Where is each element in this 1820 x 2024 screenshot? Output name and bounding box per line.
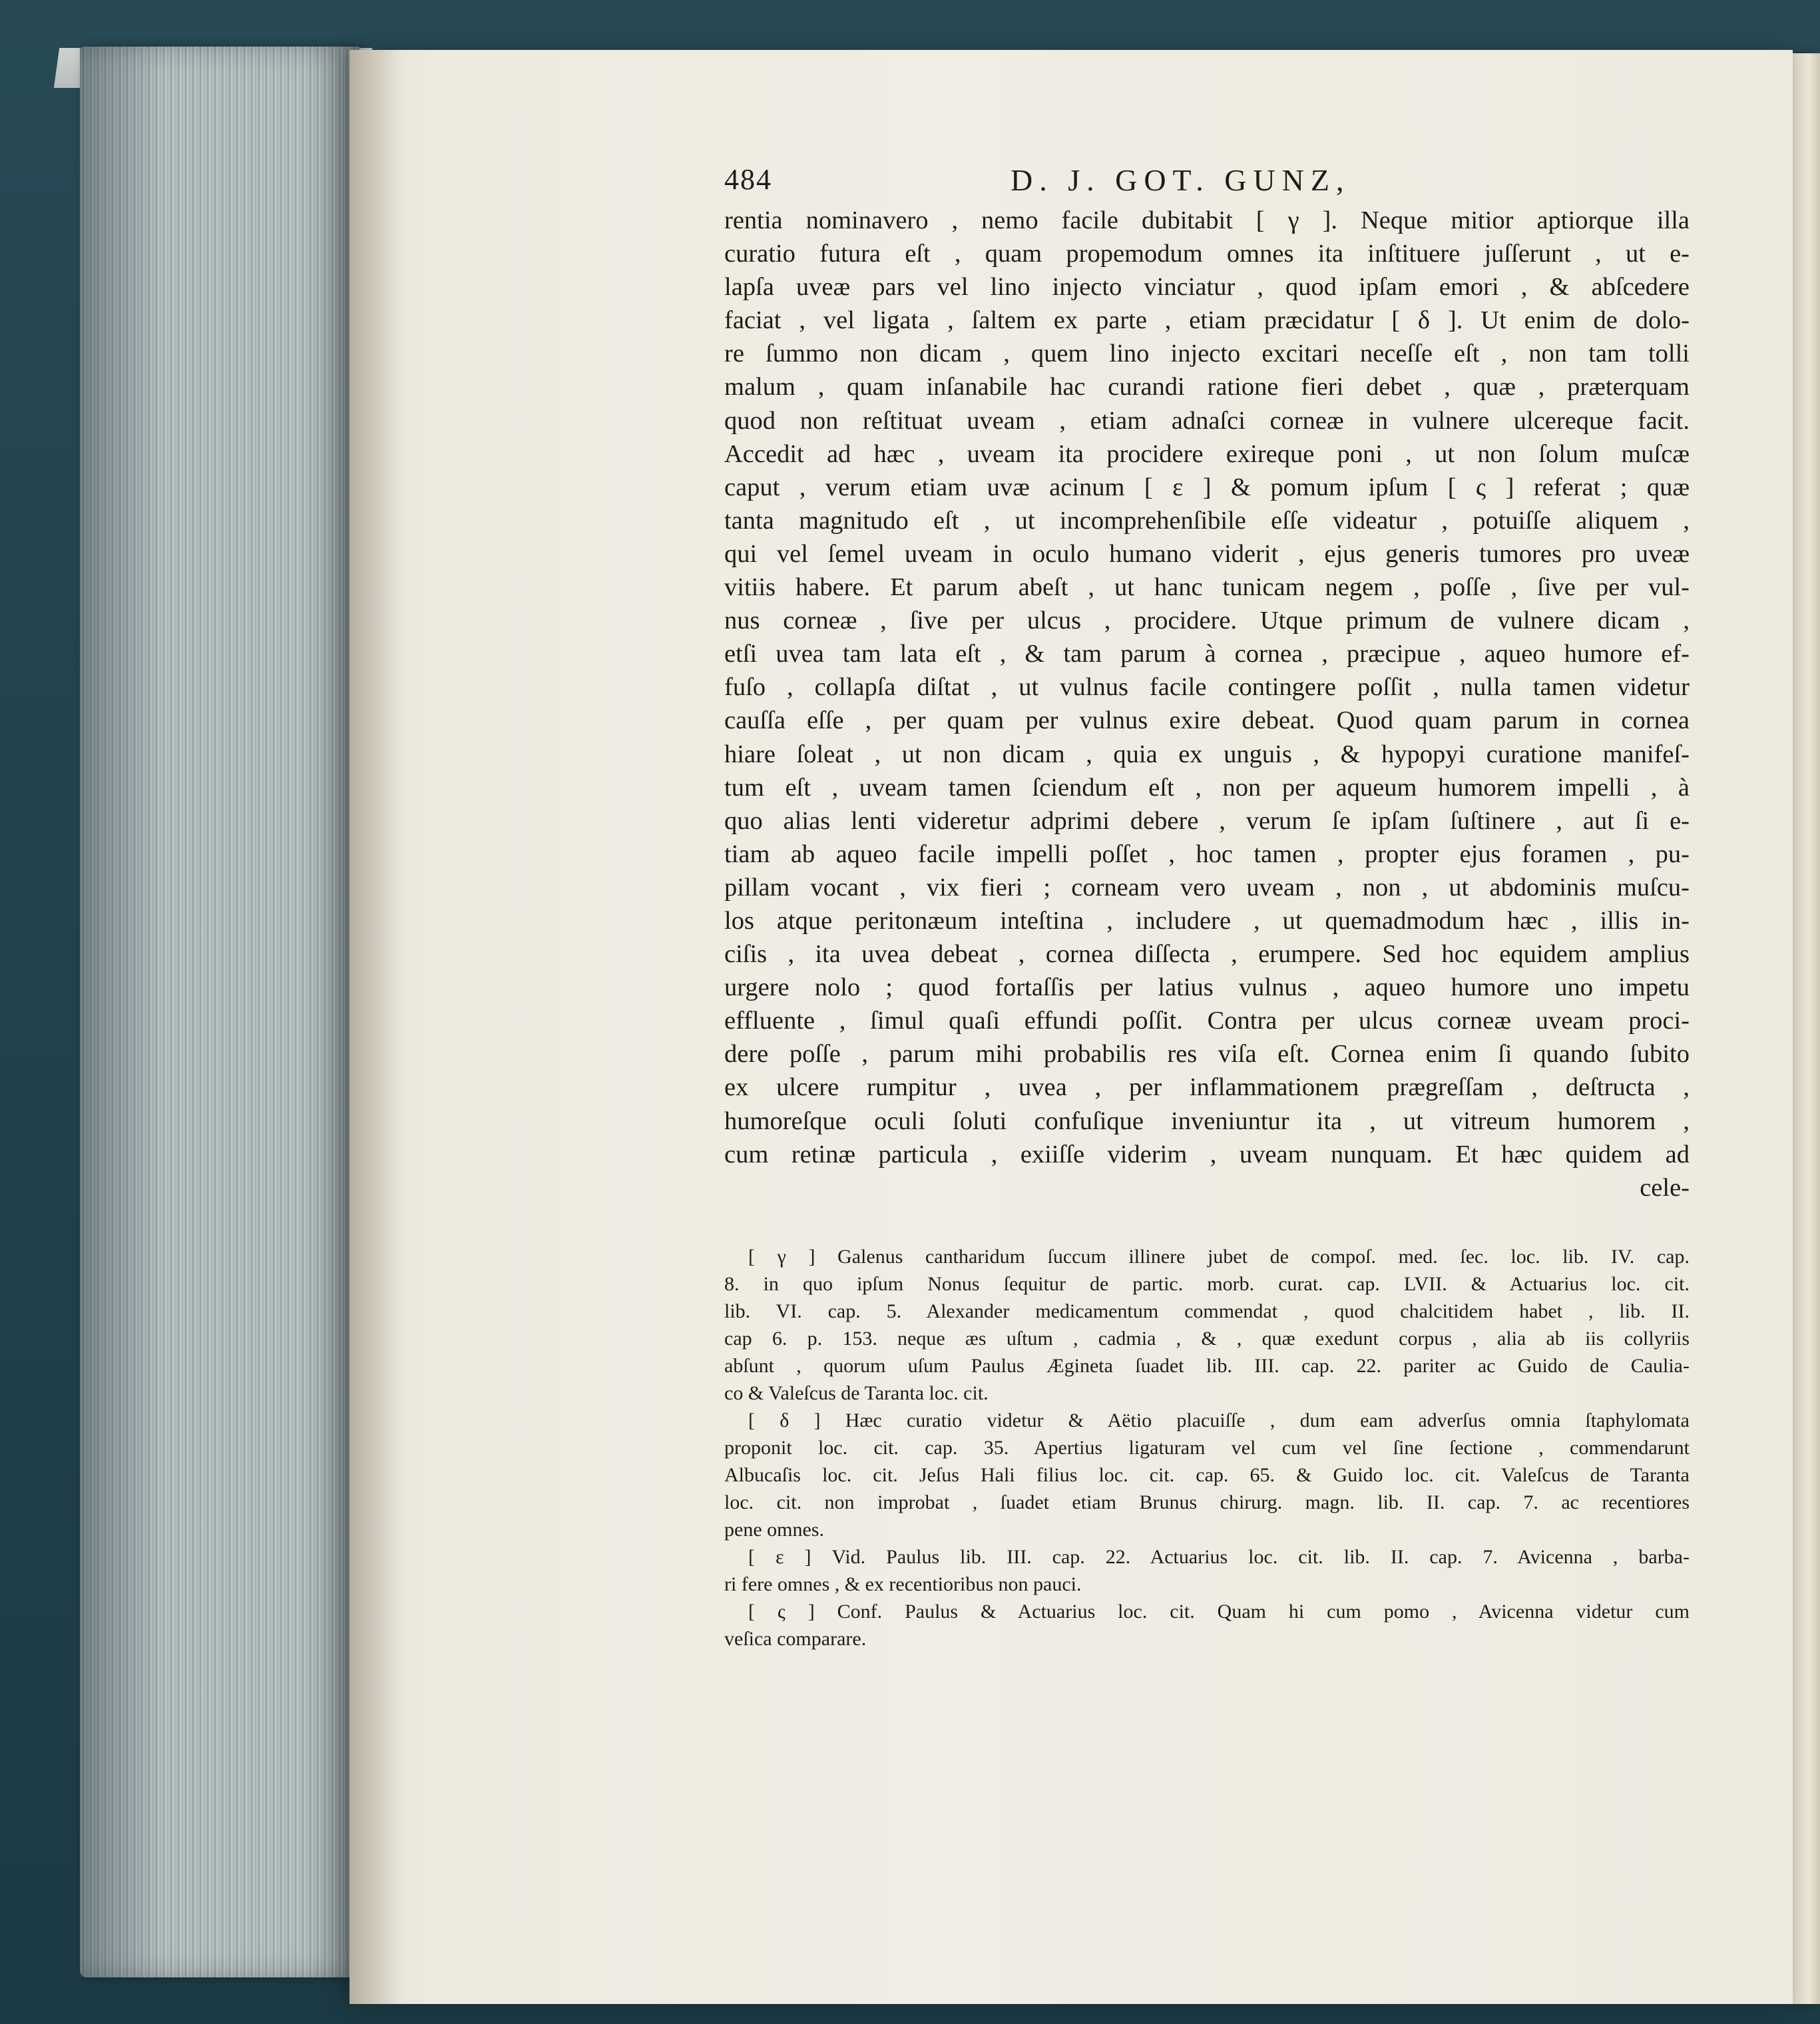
text-block (724, 157, 1690, 1652)
footnote-line: abſunt , quorum uſum Paulus Ægineta ſuadet lib. III. cap. 22. pariter ac Guido de Caulia- (724, 1354, 1690, 1377)
footnotes (724, 1243, 1690, 1652)
body-line: qui vel ſemel uveam in oculo humano viderit , ejus generis tumores pro uveæ (724, 539, 1690, 568)
body-line: caput , verum etiam uvæ acinum [ ε ] & pomum ipſum [ ς ] referat ; quæ (724, 473, 1690, 501)
body-line: los atque peritonæum inteſtina , includere , ut quemadmodum hæc , illis in- (724, 906, 1690, 935)
body-line: pillam vocant , vix fieri ; corneam vero uveam , non , ut abdominis muſcu- (724, 873, 1690, 901)
footnote-line: [ ε ] Vid. Paulus lib. III. cap. 22. Actuarius loc. cit. lib. II. cap. 7. Avicenna , barba- (748, 1545, 1690, 1568)
body-line: etſi uvea tam lata eſt , & tam parum à cornea , præcipue , aqueo humore ef- (724, 640, 1690, 668)
page-stack-edge (80, 47, 359, 1977)
body-line: lapſa uveæ pars vel lino injecto vinciatur , quod ipſam emori , & abſcedere (724, 273, 1690, 302)
body-line: effluente , ſimul quaſi effundi poſſit. Contra per ulcus corneæ uveam proci- (724, 1007, 1690, 1035)
body-line: hiare ſoleat , ut non dicam , quia ex unguis , & hypopyi curatione manifeſ- (724, 740, 1690, 768)
body-line: rentia nominavero , nemo facile dubitabit [ γ ]. Neque mitior aptiorque illa (724, 206, 1690, 234)
footnote-line: veſica comparare. (724, 1627, 867, 1650)
footnote-line: lib. VI. cap. 5. Alexander medicamentum commendat , quod chalcitidem habet , lib. II. (724, 1300, 1690, 1322)
body-line: tanta magnitudo eſt , ut incomprehenſibile eſſe videatur , potuiſſe aliquem , (724, 506, 1690, 535)
body-text (724, 204, 1690, 1204)
body-line: quod non reſtituat uveam , etiam adnaſci corneæ in vulnere ulcereque facit. (724, 406, 1690, 435)
body-line: tum eſt , uveam tamen ſciendum eſt , non per aqueum humorem impelli , à (724, 773, 1690, 802)
body-line: cauſſa eſſe , per quam per vulnus exire debeat. Quod quam parum in cornea (724, 706, 1690, 735)
body-line: vitiis habere. Et parum abeſt , ut hanc tunicam negem , poſſe , ſive per vul- (724, 573, 1690, 602)
footnote-line: proponit loc. cit. cap. 35. Apertius ligaturam vel cum vel ſine ſectione , commendarunt (724, 1436, 1690, 1459)
body-line: fuſo , collapſa diſtat , ut vulnus facile contingere poſſit , nulla tamen videtur (724, 673, 1690, 702)
footnote-line: [ γ ] Galenus cantharidum ſuccum illinere jubet de compoſ. med. ſec. loc. lib. IV. cap. (748, 1245, 1690, 1268)
body-line: ex ulcere rumpitur , uvea , per inflammationem prægreſſam , deſtructa , (724, 1073, 1690, 1102)
body-line: urgere nolo ; quod fortaſſis per latius vulnus , aqueo humore uno impetu (724, 973, 1690, 1002)
body-line: ciſis , ita uvea debeat , cornea diſſecta , erumpere. Sed hoc equidem amplius (724, 940, 1690, 969)
body-line: quo alias lenti videretur adprimi debere , verum ſe ipſam ſuſtinere , aut ſi e- (724, 806, 1690, 835)
facing-page-edge (1792, 53, 1820, 2004)
body-line: re ſummo non dicam , quem lino injecto excitari neceſſe eſt , non tam tolli (724, 340, 1690, 368)
gutter-shadow (349, 50, 403, 2004)
body-line: humoreſque oculi ſoluti confuſique inveniuntur ita , ut vitreum humorem , (724, 1107, 1690, 1135)
body-line: nus corneæ , ſive per ulcus , procidere. Utque primum de vulnere dicam , (724, 607, 1690, 635)
footnote-line: cap 6. p. 153. neque æs uſtum , cadmia , & , quæ exedunt corpus , alia ab iis collyriis (724, 1327, 1690, 1350)
page-number: 484 (724, 163, 772, 196)
footnote-line: 8. in quo ipſum Nonus ſequitur de partic. morb. curat. cap. LVII. & Actuarius loc. cit. (724, 1272, 1690, 1295)
body-line: dere poſſe , parum mihi probabilis res viſa eſt. Cornea enim ſi quando ſubito (724, 1040, 1690, 1069)
footnote-line: loc. cit. non improbat , ſuadet etiam Brunus chirurg. magn. lib. II. cap. 7. ac recentiores (724, 1491, 1690, 1513)
running-title: D. J. GOT. GUNZ, (1011, 163, 1351, 197)
body-line: cum retinæ particula , exiiſſe viderim , uveam nunquam. Et hæc quidem ad (724, 1140, 1690, 1168)
footnote-line: Albucaſis loc. cit. Jeſus Hali filius loc. cit. cap. 65. & Guido loc. cit. Valeſcus de Taranta (724, 1463, 1690, 1486)
body-line: cele- (1640, 1173, 1690, 1202)
body-line: tiam ab aqueo facile impelli poſſet , hoc tamen , propter ejus foramen , pu- (724, 840, 1690, 868)
body-line: malum , quam inſanabile hac curandi ratione fieri debet , quæ , præterquam (724, 373, 1690, 401)
body-line: faciat , vel ligata , ſaltem ex parte , etiam præcidatur [ δ ]. Ut enim de dolo- (724, 306, 1690, 335)
body-line: Accedit ad hæc , uveam ita procidere exireque poni , ut non ſolum muſcæ (724, 439, 1690, 468)
footnote-line: ri fere omnes , & ex recentioribus non pauci. (724, 1573, 1082, 1595)
body-line: curatio futura eſt , quam propemodum omnes ita inſtituere juſſerunt , ut e- (724, 240, 1690, 268)
footnote-line: pene omnes. (724, 1518, 824, 1541)
footnote-line: [ δ ] Hæc curatio videtur & Aëtio placuiſſe , dum eam adverſus omnia ſtaphylomata (748, 1409, 1690, 1431)
footnote-line: co & Valeſcus de Taranta loc. cit. (724, 1382, 989, 1404)
footnote-line: [ ς ] Conf. Paulus & Actuarius loc. cit. Quam hi cum pomo , Avicenna videtur cum (748, 1600, 1690, 1623)
running-head (724, 157, 1690, 204)
